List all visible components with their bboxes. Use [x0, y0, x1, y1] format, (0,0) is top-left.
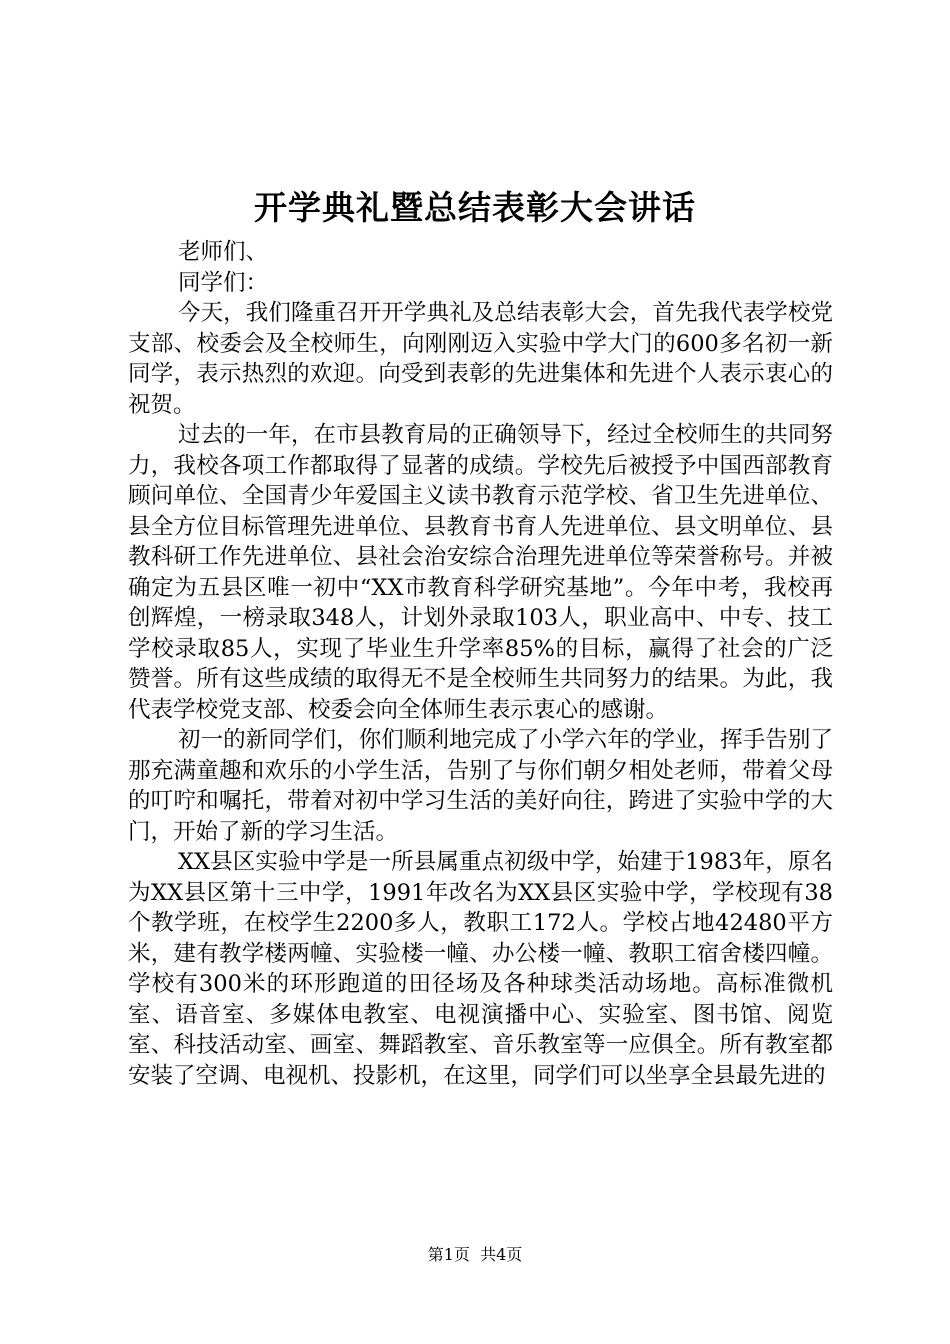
salutation-students: 同学们：: [178, 269, 269, 296]
paragraph-school-intro: XX县区实验中学是一所县属重点初级中学，始建于1983年，原名为XX县区第十三中学，1991年改名为XX县区实验中学，学校现有38个教学班，在校学生2200多人，教职工172人。学校占地42480平方米，建有教学楼两幢、实验楼一幢、办公楼一幢、教职工宿舍楼四幢。学校有300米的环形跑道的田径场及各种球类活动场地。高标准微机室、语音室、多媒体电教室、电视演播中心、实验室、图书馆、阅览室、科技活动室、画室、舞蹈教室、音乐教室等一应俱全。所有教室都安装了空调、电视机、投影机，在这里，同学们可以坐享全县最先进的: [128, 849, 833, 1089]
document-body: [128, 237, 833, 1091]
salutation-teachers: 老师们、: [178, 239, 269, 265]
paragraph-achievements: 过去的一年，在市县教育局的正确领导下，经过全校师生的共同努力，我校各项工作都取得了显著的成绩。学校先后被授予中国西部教育顾问单位、全国青少年爱国主义读书教育示范学校、省卫生先进单位、县全方位目标管理先进单位、县教育书育人先进单位、县文明单位、县教科研工作先进单位、县社会治安综合治理先进单位等荣誉称号。并被确定为五县区唯一初中“XX市教育科学研究基地”。今年中考，我校再创辉煌，一榜录取348人，计划外录取103人，职业高中、中专、技工学校录取85人，实现了毕业生升学率85%的目标，赢得了社会的广泛赞誉。所有这些成绩的取得无不是全校师生共同努力的结果。为此，我代表学校党支部、校委会向全体师生表示衷心的感谢。: [128, 422, 833, 723]
document-title: 开学典礼暨总结表彰大会讲话: [254, 188, 696, 227]
page-number-footer: 第1页 共4页: [427, 1245, 523, 1264]
paragraph-new-students: 初一的新同学们，你们顺利地完成了小学六年的学业，挥手告别了那充满童趣和欢乐的小学生活，告别了与你们朝夕相处老师，带着父母的叮咛和嘱托，带着对初中学习生活的美好向往，跨进了实验中学的大门，开始了新的学习生活。: [128, 727, 833, 845]
paragraph-opening: 今天，我们隆重召开开学典礼及总结表彰大会，首先我代表学校党支部、校委会及全校师生，向刚刚迈入实验中学大门的600多名初一新同学，表示热烈的欢迎。向受到表彰的先进集体和先进个人表示衷心的祝贺。: [128, 300, 833, 418]
